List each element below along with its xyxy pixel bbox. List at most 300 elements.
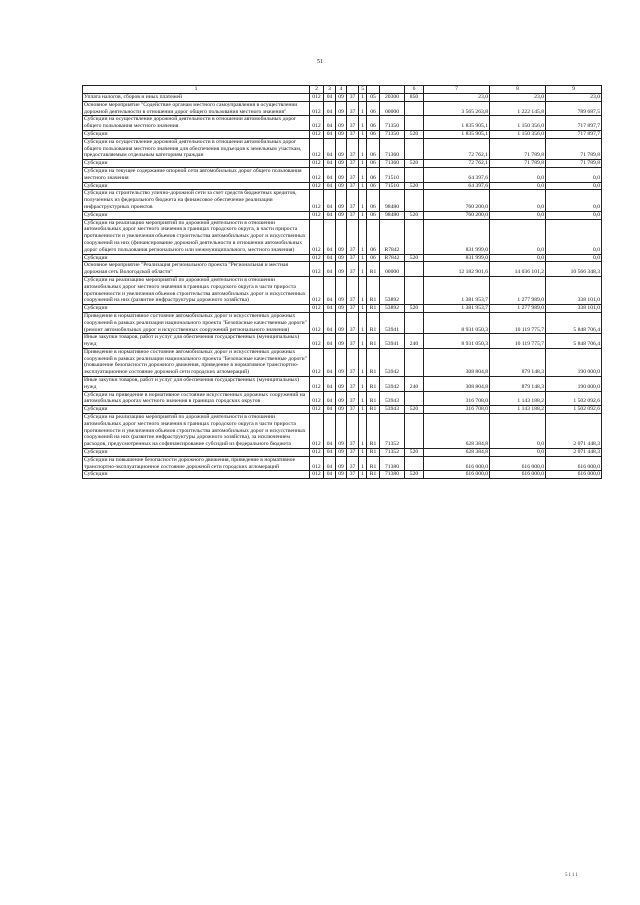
code-rz: 04 bbox=[324, 276, 336, 304]
code-rz: 04 bbox=[324, 456, 336, 471]
code-vr bbox=[405, 414, 424, 449]
budget-table bbox=[82, 85, 602, 479]
code-rz: 04 bbox=[324, 167, 336, 182]
code-prog: 37 bbox=[347, 334, 359, 349]
code-rz: 04 bbox=[324, 334, 336, 349]
amount-y2: 14 036 101,2 bbox=[490, 262, 546, 277]
amount-y3: 2 071 448,3 bbox=[546, 449, 602, 457]
table-row bbox=[83, 312, 602, 333]
amount-y3: 338 101,0 bbox=[546, 305, 602, 313]
amount-y3: 717 897,7 bbox=[546, 116, 602, 131]
code-prog: 37 bbox=[347, 348, 359, 376]
code-rz: 04 bbox=[324, 406, 336, 414]
code-prog: 37 bbox=[347, 160, 359, 168]
code-dir: 53892 bbox=[380, 276, 405, 304]
amount-y1: 760 200,0 bbox=[424, 190, 490, 211]
page-number: 51 bbox=[317, 59, 323, 65]
amount-y3: 0,0 bbox=[546, 219, 602, 254]
amount-y3: 190 000,0 bbox=[546, 377, 602, 392]
amount-y2: 23,0 bbox=[490, 94, 546, 102]
table-row bbox=[83, 182, 602, 190]
amount-y1: 23,0 bbox=[424, 94, 490, 102]
row-name: Субсидии на реализацию мероприятий по дорожной деятельности в отношении автомобильных дорог местного значения в границах городского округа в части прироста протяженности и увеличения объемов строительства автомобильных дорог и искусственных сооружений на них (развитие инфраструктуры дорожного хозяйства) bbox=[83, 276, 310, 304]
code-sub: 1 bbox=[359, 190, 367, 211]
code-event: R1 bbox=[367, 391, 380, 406]
header-cell bbox=[367, 86, 380, 94]
code-rz: 04 bbox=[324, 219, 336, 254]
code-pr: 09 bbox=[336, 101, 347, 116]
amount-y3: 616 000,0 bbox=[546, 471, 602, 479]
amount-y2: 0,0 bbox=[490, 449, 546, 457]
code-pr: 09 bbox=[336, 160, 347, 168]
code-sub: 1 bbox=[359, 391, 367, 406]
table-row bbox=[83, 211, 602, 219]
row-name: Уплата налогов, сборов и иных платежей bbox=[83, 94, 310, 102]
amount-y1: 316 708,0 bbox=[424, 406, 490, 414]
amount-y1: 8 931 050,3 bbox=[424, 312, 490, 333]
amount-y2: 10 119 775,7 bbox=[490, 334, 546, 349]
code-vr: 520 bbox=[405, 160, 424, 168]
amount-y1: 628 384,8 bbox=[424, 449, 490, 457]
code-event: R1 bbox=[367, 449, 380, 457]
code-pr: 09 bbox=[336, 262, 347, 277]
code-gr: 012 bbox=[310, 262, 324, 277]
code-event: R1 bbox=[367, 414, 380, 449]
amount-y2: 10 119 775,7 bbox=[490, 312, 546, 333]
amount-y3: 0,0 bbox=[546, 182, 602, 190]
amount-y3: 0,0 bbox=[546, 254, 602, 262]
row-name: Субсидии bbox=[83, 471, 310, 479]
amount-y2: 1 150 356,0 bbox=[490, 116, 546, 131]
code-prog: 37 bbox=[347, 94, 359, 102]
code-prog: 37 bbox=[347, 130, 359, 138]
table-row bbox=[83, 348, 602, 376]
table-row bbox=[83, 391, 602, 406]
code-gr: 012 bbox=[310, 305, 324, 313]
code-prog: 37 bbox=[347, 312, 359, 333]
code-pr: 09 bbox=[336, 312, 347, 333]
amount-y2: 0,0 bbox=[490, 414, 546, 449]
code-rz: 04 bbox=[324, 305, 336, 313]
row-name: Основное мероприятие "Содействие органам местного самоуправления в осуществлении дорожной деятельности в отношении дорог общего пользования местного значения" bbox=[83, 101, 310, 116]
code-pr: 09 bbox=[336, 138, 347, 159]
code-rz: 04 bbox=[324, 312, 336, 333]
table-row bbox=[83, 414, 602, 449]
code-vr bbox=[405, 219, 424, 254]
row-name: Субсидии на текущее содержание опорной сети автомобильных дорог общего пользования местного значения bbox=[83, 167, 310, 182]
code-dir: 53941 bbox=[380, 334, 405, 349]
amount-y2: 1 150 356,0 bbox=[490, 130, 546, 138]
amount-y1: 628 384,8 bbox=[424, 414, 490, 449]
row-name: Субсидии bbox=[83, 449, 310, 457]
code-dir: 71360 bbox=[380, 138, 405, 159]
code-vr: 520 bbox=[405, 406, 424, 414]
amount-y3: 71 789,8 bbox=[546, 138, 602, 159]
code-sub: 1 bbox=[359, 211, 367, 219]
code-pr: 09 bbox=[336, 377, 347, 392]
table-row bbox=[83, 406, 602, 414]
code-prog: 37 bbox=[347, 116, 359, 131]
code-rz: 04 bbox=[324, 391, 336, 406]
code-prog: 37 bbox=[347, 414, 359, 449]
amount-y1: 316 708,0 bbox=[424, 391, 490, 406]
code-pr: 09 bbox=[336, 167, 347, 182]
table-row bbox=[83, 456, 602, 471]
code-prog: 37 bbox=[347, 449, 359, 457]
row-name: Основное мероприятие "Реализация регионального проекта "Региональная и местная дорожная сеть Вологодской области" bbox=[83, 262, 310, 277]
code-vr bbox=[405, 312, 424, 333]
code-dir: R7842 bbox=[380, 219, 405, 254]
code-vr: 850 bbox=[405, 94, 424, 102]
amount-y3: 1 502 092,6 bbox=[546, 391, 602, 406]
code-pr: 09 bbox=[336, 406, 347, 414]
code-prog: 37 bbox=[347, 471, 359, 479]
code-rz: 04 bbox=[324, 348, 336, 376]
code-gr: 012 bbox=[310, 471, 324, 479]
code-sub: 1 bbox=[359, 406, 367, 414]
code-event: R1 bbox=[367, 276, 380, 304]
code-prog: 37 bbox=[347, 182, 359, 190]
code-vr: 520 bbox=[405, 130, 424, 138]
code-event: 06 bbox=[367, 182, 380, 190]
amount-y2: 0,0 bbox=[490, 190, 546, 211]
amount-y3: 23,0 bbox=[546, 94, 602, 102]
table-row bbox=[83, 138, 602, 159]
header-cell: 6 bbox=[405, 86, 424, 94]
code-sub: 1 bbox=[359, 305, 367, 313]
code-event: R1 bbox=[367, 471, 380, 479]
code-rz: 04 bbox=[324, 190, 336, 211]
amount-y2: 616 000,0 bbox=[490, 471, 546, 479]
code-rz: 04 bbox=[324, 138, 336, 159]
amount-y3: 338 101,0 bbox=[546, 276, 602, 304]
code-rz: 04 bbox=[324, 101, 336, 116]
code-dir: 71380 bbox=[380, 471, 405, 479]
code-rz: 04 bbox=[324, 116, 336, 131]
amount-y2: 879 148,3 bbox=[490, 348, 546, 376]
row-name: Субсидии на реализацию мероприятий по дорожной деятельности в отношении автомобильных дорог местного значения в границах городского округа в части прироста протяженности и увеличения объемов строительства автомобильных дорог и искусственных сооружений на них (развитие инфраструктуры дорожного хозяйства), за исключением расходов, предусмотренных на софинансирование субсидий из федерального бюджета bbox=[83, 414, 310, 449]
code-sub: 1 bbox=[359, 456, 367, 471]
code-dir: 98480 bbox=[380, 190, 405, 211]
code-sub: 1 bbox=[359, 219, 367, 254]
code-sub: 1 bbox=[359, 167, 367, 182]
code-event: 06 bbox=[367, 219, 380, 254]
code-gr: 012 bbox=[310, 94, 324, 102]
row-name: Субсидии на осуществление дорожной деятельности в отношении автомобильных дорог общего пользования местного значения bbox=[83, 116, 310, 131]
code-pr: 09 bbox=[336, 348, 347, 376]
code-sub: 1 bbox=[359, 276, 367, 304]
amount-y3: 10 566 348,3 bbox=[546, 262, 602, 277]
code-sub: 1 bbox=[359, 116, 367, 131]
code-rz: 04 bbox=[324, 414, 336, 449]
code-dir: 71380 bbox=[380, 456, 405, 471]
code-event: R1 bbox=[367, 377, 380, 392]
row-name: Приведение в нормативное состояние автомобильных дорог и искусственных дорожных сооружений в рамках реализации национального проекта "Безопасные качественные дороги" (повышение безопасности дорожного движения, приведение в нормативное транспортно-эксплуатационное состояние дорожной сети городских агломераций) bbox=[83, 348, 310, 376]
row-name: Субсидии bbox=[83, 182, 310, 190]
table-row bbox=[83, 471, 602, 479]
table-row bbox=[83, 116, 602, 131]
code-gr: 012 bbox=[310, 219, 324, 254]
code-pr: 09 bbox=[336, 219, 347, 254]
table-row bbox=[83, 449, 602, 457]
amount-y2: 0,0 bbox=[490, 211, 546, 219]
code-pr: 09 bbox=[336, 391, 347, 406]
table-row bbox=[83, 160, 602, 168]
code-vr: 240 bbox=[405, 334, 424, 349]
amount-y2: 1 143 188,2 bbox=[490, 391, 546, 406]
code-event: 06 bbox=[367, 101, 380, 116]
code-vr bbox=[405, 167, 424, 182]
code-dir: 53941 bbox=[380, 312, 405, 333]
code-sub: 1 bbox=[359, 254, 367, 262]
code-gr: 012 bbox=[310, 101, 324, 116]
code-rz: 04 bbox=[324, 94, 336, 102]
amount-y3: 71 789,8 bbox=[546, 160, 602, 168]
code-event: 06 bbox=[367, 160, 380, 168]
code-vr bbox=[405, 276, 424, 304]
code-vr bbox=[405, 262, 424, 277]
row-name: Субсидии bbox=[83, 406, 310, 414]
table-row bbox=[83, 254, 602, 262]
amount-y2: 71 789,8 bbox=[490, 138, 546, 159]
header-cell: 8 bbox=[490, 86, 546, 94]
code-pr: 09 bbox=[336, 94, 347, 102]
header-cell: 1 bbox=[83, 86, 310, 94]
code-dir: 71350 bbox=[380, 116, 405, 131]
code-rz: 04 bbox=[324, 130, 336, 138]
code-pr: 09 bbox=[336, 305, 347, 313]
code-sub: 1 bbox=[359, 138, 367, 159]
amount-y1: 8 931 050,3 bbox=[424, 334, 490, 349]
code-prog: 37 bbox=[347, 211, 359, 219]
amount-y2: 0,0 bbox=[490, 182, 546, 190]
row-name: Иные закупки товаров, работ и услуг для обеспечения государственных (муниципальных) нужд bbox=[83, 334, 310, 349]
code-event: 06 bbox=[367, 254, 380, 262]
code-gr: 012 bbox=[310, 391, 324, 406]
code-prog: 37 bbox=[347, 276, 359, 304]
code-rz: 04 bbox=[324, 182, 336, 190]
amount-y3: 5 848 706,4 bbox=[546, 312, 602, 333]
amount-y1: 1 381 953,7 bbox=[424, 305, 490, 313]
code-dir: 71510 bbox=[380, 182, 405, 190]
code-pr: 09 bbox=[336, 456, 347, 471]
code-prog: 37 bbox=[347, 377, 359, 392]
code-sub: 1 bbox=[359, 348, 367, 376]
code-event: 05 bbox=[367, 94, 380, 102]
amount-y1: 831 999,0 bbox=[424, 219, 490, 254]
code-event: 06 bbox=[367, 190, 380, 211]
amount-y1: 616 000,0 bbox=[424, 456, 490, 471]
amount-y1: 1 381 953,7 bbox=[424, 276, 490, 304]
amount-y2: 879 148,3 bbox=[490, 377, 546, 392]
code-vr: 520 bbox=[405, 182, 424, 190]
code-gr: 012 bbox=[310, 116, 324, 131]
code-pr: 09 bbox=[336, 190, 347, 211]
code-gr: 012 bbox=[310, 377, 324, 392]
code-sub: 1 bbox=[359, 414, 367, 449]
code-prog: 37 bbox=[347, 391, 359, 406]
header-cell: 5 bbox=[359, 86, 367, 94]
code-gr: 012 bbox=[310, 138, 324, 159]
code-gr: 012 bbox=[310, 334, 324, 349]
code-event: R1 bbox=[367, 305, 380, 313]
code-vr: 520 bbox=[405, 254, 424, 262]
code-rz: 04 bbox=[324, 254, 336, 262]
code-sub: 1 bbox=[359, 130, 367, 138]
table-row bbox=[83, 377, 602, 392]
code-sub: 1 bbox=[359, 471, 367, 479]
table-row bbox=[83, 305, 602, 313]
amount-y2: 1 277 989,0 bbox=[490, 305, 546, 313]
row-name: Субсидии на реализацию мероприятий по дорожной деятельности в отношении автомобильных дорог местного значения в границах городского округа, в части прироста протяженности и увеличения объемов строительства автомобильных дорог и искусственных сооружений на них (финансирование дорожной деятельности в отношении автомобильных дорог общего пользования регионального или межмуниципального, местного значения) bbox=[83, 219, 310, 254]
amount-y1: 3 565 263,8 bbox=[424, 101, 490, 116]
code-dir: 53892 bbox=[380, 305, 405, 313]
code-gr: 012 bbox=[310, 182, 324, 190]
header-cell bbox=[380, 86, 405, 94]
header-row bbox=[83, 86, 602, 94]
row-name: Иные закупки товаров, работ и услуг для обеспечения государственных (муниципальных) нужд bbox=[83, 377, 310, 392]
code-sub: 1 bbox=[359, 334, 367, 349]
row-name: Субсидии на осуществление дорожной деятельности в отношении автомобильных дорог общего пользования местного значения для обеспечения подъездов к земельным участкам, предоставляемым отдельным категориям граждан bbox=[83, 138, 310, 159]
code-rz: 04 bbox=[324, 471, 336, 479]
code-prog: 37 bbox=[347, 254, 359, 262]
code-pr: 09 bbox=[336, 414, 347, 449]
code-gr: 012 bbox=[310, 160, 324, 168]
header-cell: 4 bbox=[336, 86, 347, 94]
code-event: R1 bbox=[367, 406, 380, 414]
code-prog: 37 bbox=[347, 219, 359, 254]
code-gr: 012 bbox=[310, 449, 324, 457]
table-row bbox=[83, 334, 602, 349]
code-event: 06 bbox=[367, 116, 380, 131]
amount-y1: 64 397,6 bbox=[424, 167, 490, 182]
code-dir: 53942 bbox=[380, 377, 405, 392]
code-sub: 1 bbox=[359, 101, 367, 116]
code-dir: 98480 bbox=[380, 211, 405, 219]
amount-y3: 616 000,0 bbox=[546, 456, 602, 471]
amount-y1: 616 000,0 bbox=[424, 471, 490, 479]
code-pr: 09 bbox=[336, 276, 347, 304]
amount-y2: 1 143 188,2 bbox=[490, 406, 546, 414]
code-gr: 012 bbox=[310, 406, 324, 414]
code-event: R1 bbox=[367, 262, 380, 277]
code-sub: 1 bbox=[359, 94, 367, 102]
code-gr: 012 bbox=[310, 348, 324, 376]
code-vr bbox=[405, 116, 424, 131]
amount-y2: 0,0 bbox=[490, 219, 546, 254]
code-pr: 09 bbox=[336, 182, 347, 190]
row-name: Субсидии bbox=[83, 254, 310, 262]
page-stamp: 5111 bbox=[565, 873, 579, 878]
code-vr: 520 bbox=[405, 305, 424, 313]
code-rz: 04 bbox=[324, 449, 336, 457]
code-vr bbox=[405, 348, 424, 376]
code-prog: 37 bbox=[347, 406, 359, 414]
code-vr: 520 bbox=[405, 471, 424, 479]
code-dir: 53943 bbox=[380, 391, 405, 406]
code-vr: 520 bbox=[405, 449, 424, 457]
row-name: Субсидии bbox=[83, 160, 310, 168]
code-sub: 1 bbox=[359, 160, 367, 168]
code-sub: 1 bbox=[359, 377, 367, 392]
code-gr: 012 bbox=[310, 167, 324, 182]
code-vr bbox=[405, 391, 424, 406]
code-event: 06 bbox=[367, 130, 380, 138]
amount-y2: 1 277 989,0 bbox=[490, 276, 546, 304]
row-name: Субсидии на строительство улично-дорожной сети за счет средств бюджетных кредитов, полученных из федерального бюджета на финансовое обеспечение реализации инфраструктурных проектов bbox=[83, 190, 310, 211]
code-event: R1 bbox=[367, 456, 380, 471]
code-dir: R7842 bbox=[380, 254, 405, 262]
code-dir: 00000 bbox=[380, 101, 405, 116]
code-pr: 09 bbox=[336, 211, 347, 219]
amount-y3: 0,0 bbox=[546, 167, 602, 182]
code-gr: 012 bbox=[310, 414, 324, 449]
code-event: R1 bbox=[367, 348, 380, 376]
code-prog: 37 bbox=[347, 190, 359, 211]
row-name: Субсидии bbox=[83, 211, 310, 219]
amount-y3: 190 000,0 bbox=[546, 348, 602, 376]
header-cell: 7 bbox=[424, 86, 490, 94]
code-dir: 71352 bbox=[380, 449, 405, 457]
header-cell bbox=[347, 86, 359, 94]
code-rz: 04 bbox=[324, 211, 336, 219]
code-pr: 09 bbox=[336, 116, 347, 131]
row-name: Субсидии на приведение в нормативное состояние искусственных дорожных сооружений на автомобильных дорогах местного значения в границах городских округов bbox=[83, 391, 310, 406]
amount-y3: 1 502 092,6 bbox=[546, 406, 602, 414]
row-name: Субсидии bbox=[83, 305, 310, 313]
amount-y1: 308 804,8 bbox=[424, 377, 490, 392]
code-event: R1 bbox=[367, 312, 380, 333]
amount-y1: 72 762,1 bbox=[424, 160, 490, 168]
code-prog: 37 bbox=[347, 456, 359, 471]
row-name: Субсидии bbox=[83, 130, 310, 138]
code-prog: 37 bbox=[347, 167, 359, 182]
code-prog: 37 bbox=[347, 101, 359, 116]
code-prog: 37 bbox=[347, 138, 359, 159]
code-gr: 012 bbox=[310, 456, 324, 471]
code-prog: 37 bbox=[347, 262, 359, 277]
header-cell: 9 bbox=[546, 86, 602, 94]
amount-y2: 616 000,0 bbox=[490, 456, 546, 471]
code-rz: 04 bbox=[324, 160, 336, 168]
table-row bbox=[83, 130, 602, 138]
amount-y2: 0,0 bbox=[490, 167, 546, 182]
code-pr: 09 bbox=[336, 254, 347, 262]
code-event: R1 bbox=[367, 334, 380, 349]
code-dir: 71510 bbox=[380, 167, 405, 182]
code-dir: 00000 bbox=[380, 262, 405, 277]
table-row bbox=[83, 190, 602, 211]
code-gr: 012 bbox=[310, 254, 324, 262]
table-row bbox=[83, 276, 602, 304]
code-vr: 520 bbox=[405, 211, 424, 219]
row-name: Приведение в нормативное состояние автомобильных дорог и искусственных дорожных сооружений в рамках реализации национального проекта "Безопасные качественные дороги" (ремонт автомобильных дорог и искусственных сооружений регионального значения) bbox=[83, 312, 310, 333]
header-cell: 2 bbox=[310, 86, 324, 94]
code-pr: 09 bbox=[336, 449, 347, 457]
amount-y1: 1 835 905,1 bbox=[424, 116, 490, 131]
code-dir: 71360 bbox=[380, 160, 405, 168]
amount-y1: 12 182 901,6 bbox=[424, 262, 490, 277]
code-dir: 53942 bbox=[380, 348, 405, 376]
code-pr: 09 bbox=[336, 334, 347, 349]
amount-y3: 789 687,5 bbox=[546, 101, 602, 116]
header-cell: 3 bbox=[324, 86, 336, 94]
amount-y2: 1 222 145,8 bbox=[490, 101, 546, 116]
code-vr bbox=[405, 190, 424, 211]
table-row bbox=[83, 262, 602, 277]
code-rz: 04 bbox=[324, 377, 336, 392]
amount-y1: 64 397,6 bbox=[424, 182, 490, 190]
